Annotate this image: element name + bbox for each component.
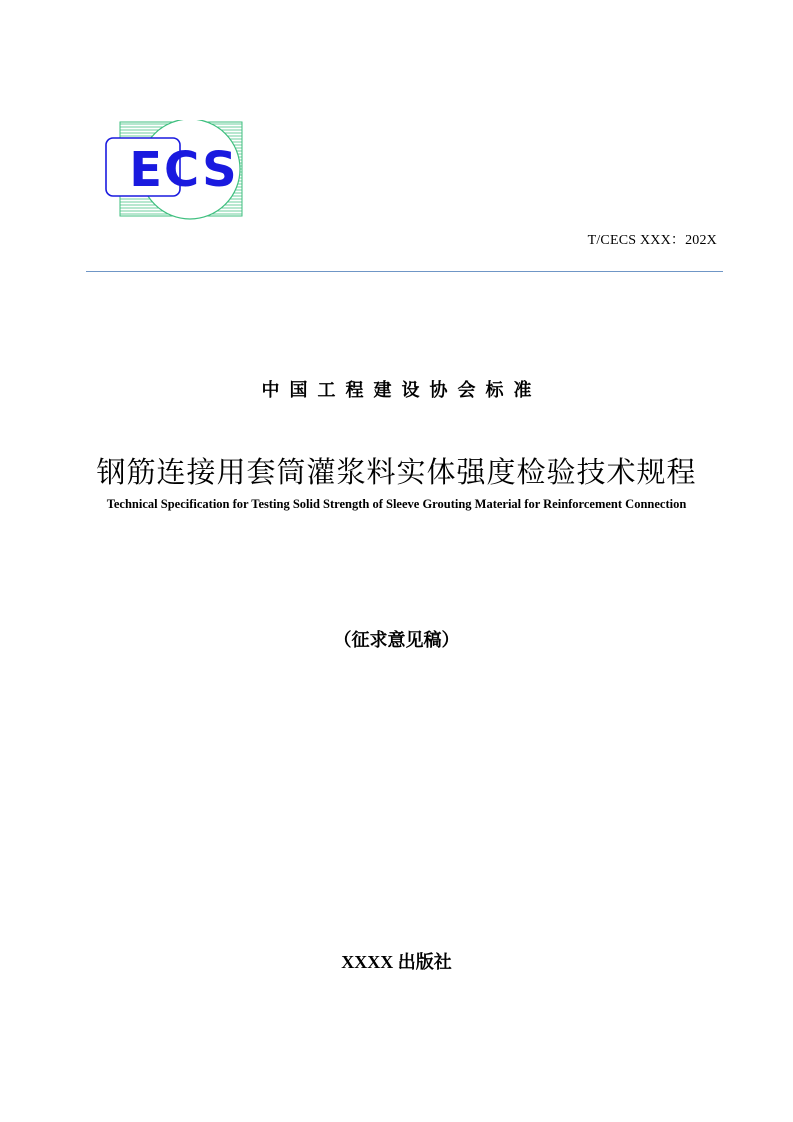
ecs-logo [104,120,264,220]
logo-lettering: ECS [129,142,239,198]
header-divider [86,271,723,272]
draft-status: （征求意见稿） [333,630,460,651]
ecs-logo-graphic [104,120,264,220]
standard-number: T/CECS XXX：202X [587,233,717,248]
association-name: 中国工程建设协会标准 [261,380,542,401]
title-english: Technical Specification for Testing Solid Strength of Sleeve Grouting Material for Reinforcement Connection [106,497,687,511]
publisher-name: XXXX 出版社 [341,952,452,972]
title-chinese: 钢筋连接用套筒灌浆料实体强度检验技术规程 [96,455,697,489]
